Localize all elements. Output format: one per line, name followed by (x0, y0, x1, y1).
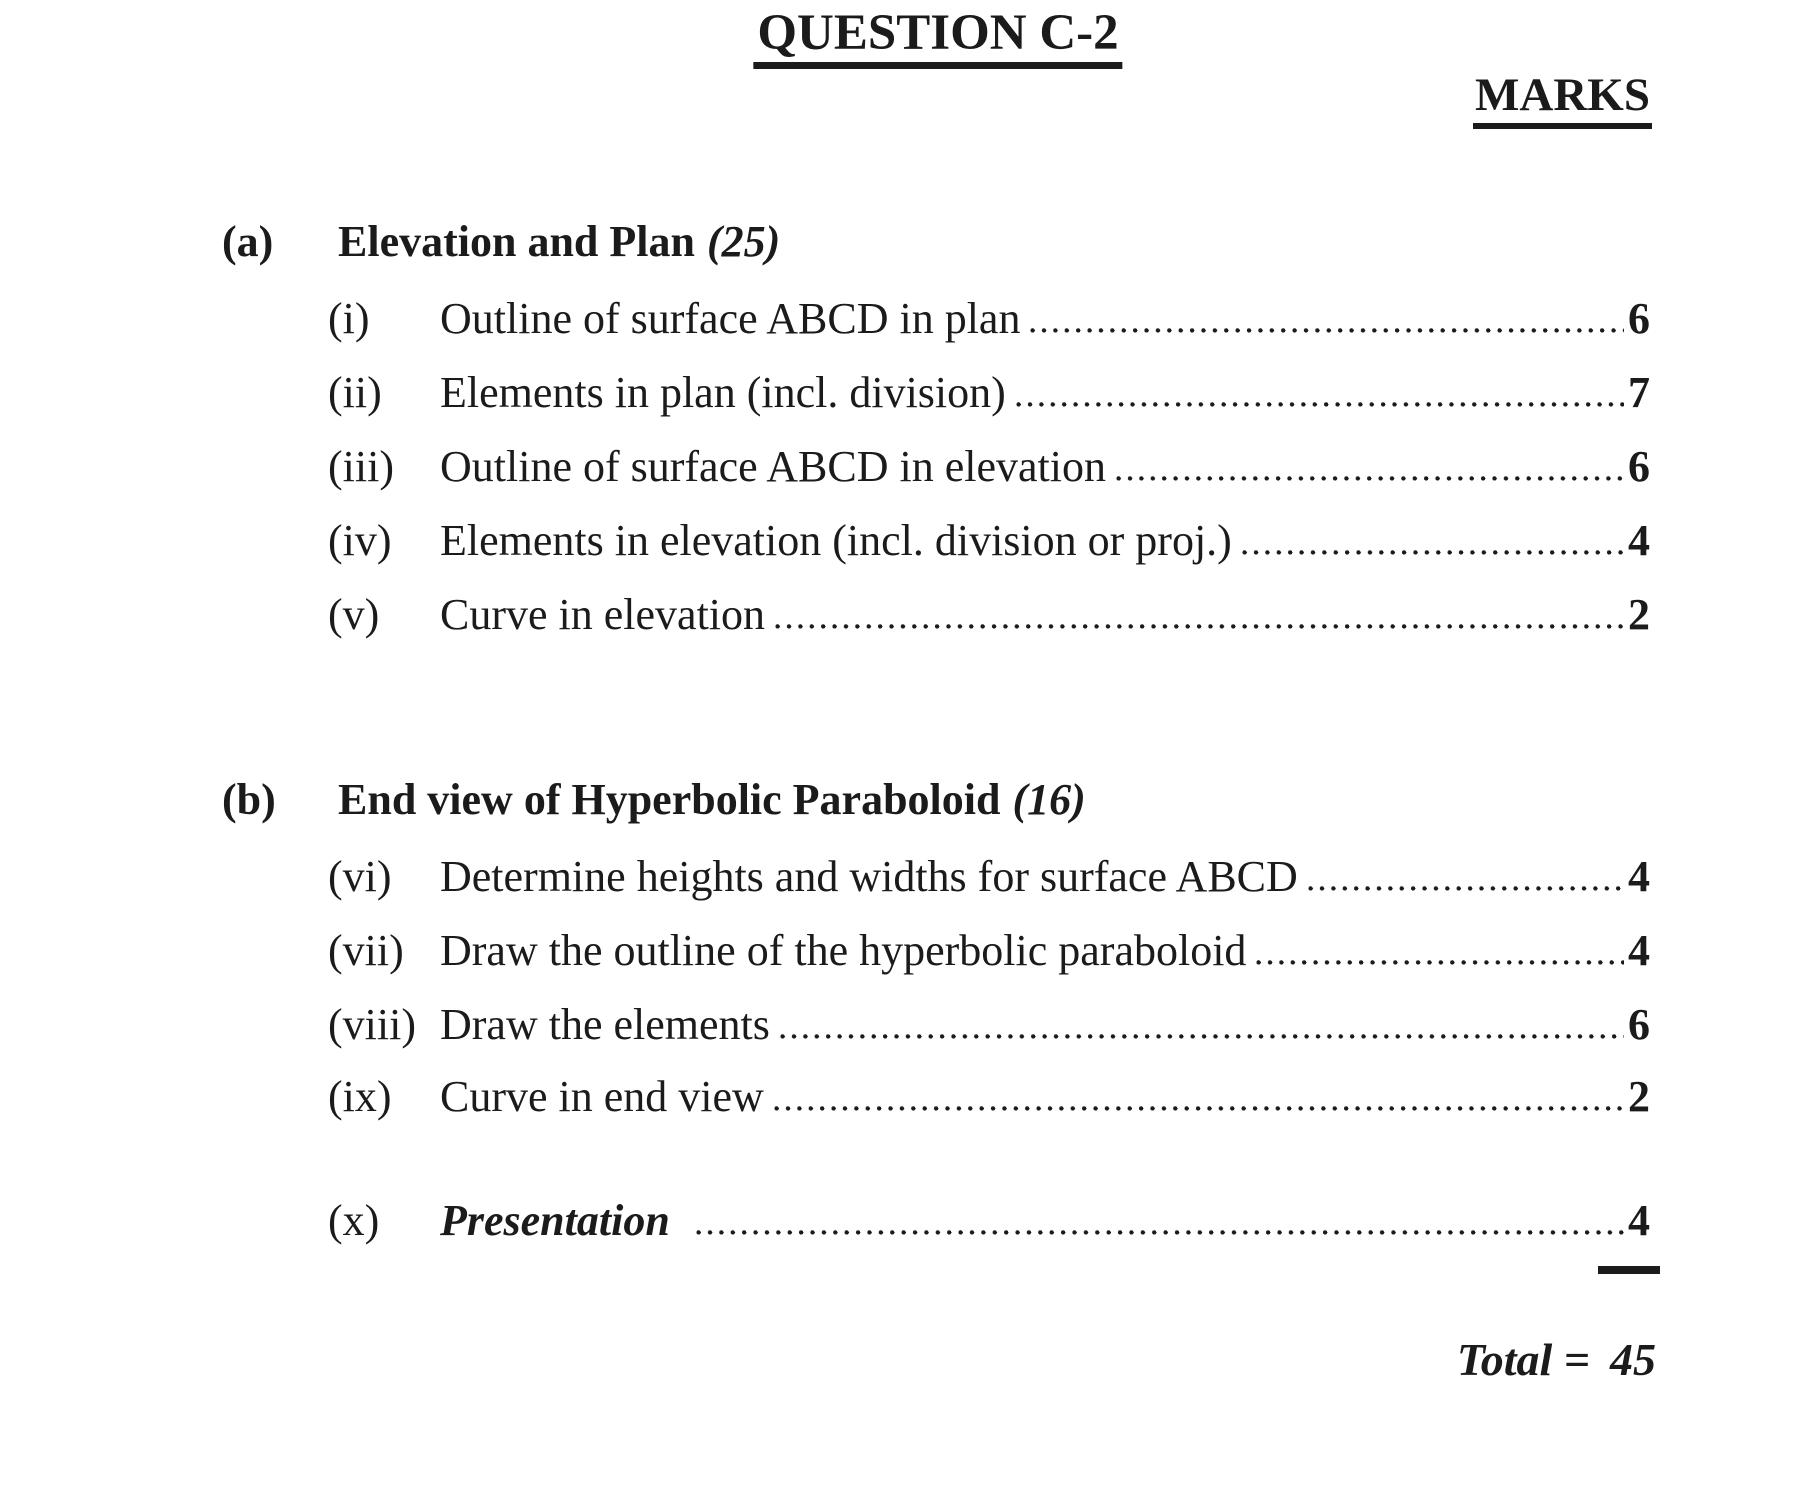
presentation-row (328, 1196, 1650, 1245)
section-a-header (222, 217, 1650, 266)
item-marks: 7 (1628, 368, 1650, 417)
mark-item-row (328, 294, 1650, 343)
mark-item-row (328, 852, 1650, 901)
dot-leader (1242, 550, 1624, 555)
item-text: Elements in elevation (incl. division or proj.) (440, 516, 1232, 565)
section-label: (b) (222, 775, 276, 824)
section-label: (a) (222, 217, 274, 266)
mark-item-row (328, 926, 1650, 975)
item-number: (v) (328, 590, 380, 639)
item-text: Outline of surface ABCD in elevation (440, 442, 1106, 491)
item-text: Curve in end view (440, 1072, 764, 1121)
mark-item-row (328, 1072, 1650, 1121)
item-number: (iii) (328, 442, 394, 491)
total-sum-bar (1598, 1266, 1660, 1274)
mark-item-row (328, 516, 1650, 565)
item-text: Determine heights and widths for surface ABCD (440, 852, 1298, 901)
section-subtotal: (16) (1012, 775, 1086, 824)
dot-leader (774, 1106, 1624, 1111)
item-marks: 4 (1628, 1196, 1650, 1245)
item-number: (ix) (328, 1072, 392, 1121)
item-text: Elements in plan (incl. division) (440, 368, 1006, 417)
mark-item-row (328, 442, 1650, 491)
item-marks: 6 (1628, 442, 1650, 491)
item-text: Curve in elevation (440, 590, 766, 639)
section-title: End view of Hyperbolic Paraboloid (338, 775, 1001, 824)
dot-leader (1116, 476, 1624, 481)
total-value: 45 (1610, 1334, 1656, 1385)
item-marks: 4 (1628, 516, 1650, 565)
item-marks: 2 (1628, 590, 1650, 639)
item-number: (viii) (328, 1000, 416, 1049)
item-text: Presentation (440, 1196, 670, 1245)
page-title: QUESTION C-2 (753, 8, 1122, 69)
dot-leader (775, 624, 1624, 629)
dot-leader (1308, 886, 1624, 891)
dot-leader (780, 1034, 1624, 1039)
section-b-header (222, 775, 1650, 824)
item-number: (ii) (328, 368, 382, 417)
item-marks: 2 (1628, 1072, 1650, 1121)
mark-item-row (328, 1000, 1650, 1049)
item-text: Draw the outline of the hyperbolic paraboloid (440, 926, 1247, 975)
item-marks: 6 (1628, 294, 1650, 343)
item-number: (vii) (328, 926, 404, 975)
item-number: (iv) (328, 516, 392, 565)
mark-item-row (328, 368, 1650, 417)
section-subtotal: (25) (706, 217, 781, 266)
item-number: (vi) (328, 852, 392, 901)
dot-leader (1016, 402, 1624, 407)
dot-leader (696, 1230, 1624, 1235)
item-number: (i) (328, 294, 370, 343)
item-number: (x) (328, 1196, 380, 1245)
total-row (1456, 1334, 1656, 1385)
item-text: Draw the elements (440, 1000, 770, 1049)
mark-item-row (328, 590, 1650, 639)
marks-column-heading: MARKS (1473, 72, 1652, 129)
section-title: Elevation and Plan (338, 217, 695, 266)
dot-leader (1256, 960, 1624, 965)
item-marks: 4 (1628, 852, 1650, 901)
dot-leader (1030, 328, 1624, 333)
item-text: Outline of surface ABCD in plan (440, 294, 1021, 343)
total-label: Total = (1456, 1334, 1590, 1385)
item-marks: 6 (1628, 1000, 1650, 1049)
item-marks: 4 (1628, 926, 1650, 975)
